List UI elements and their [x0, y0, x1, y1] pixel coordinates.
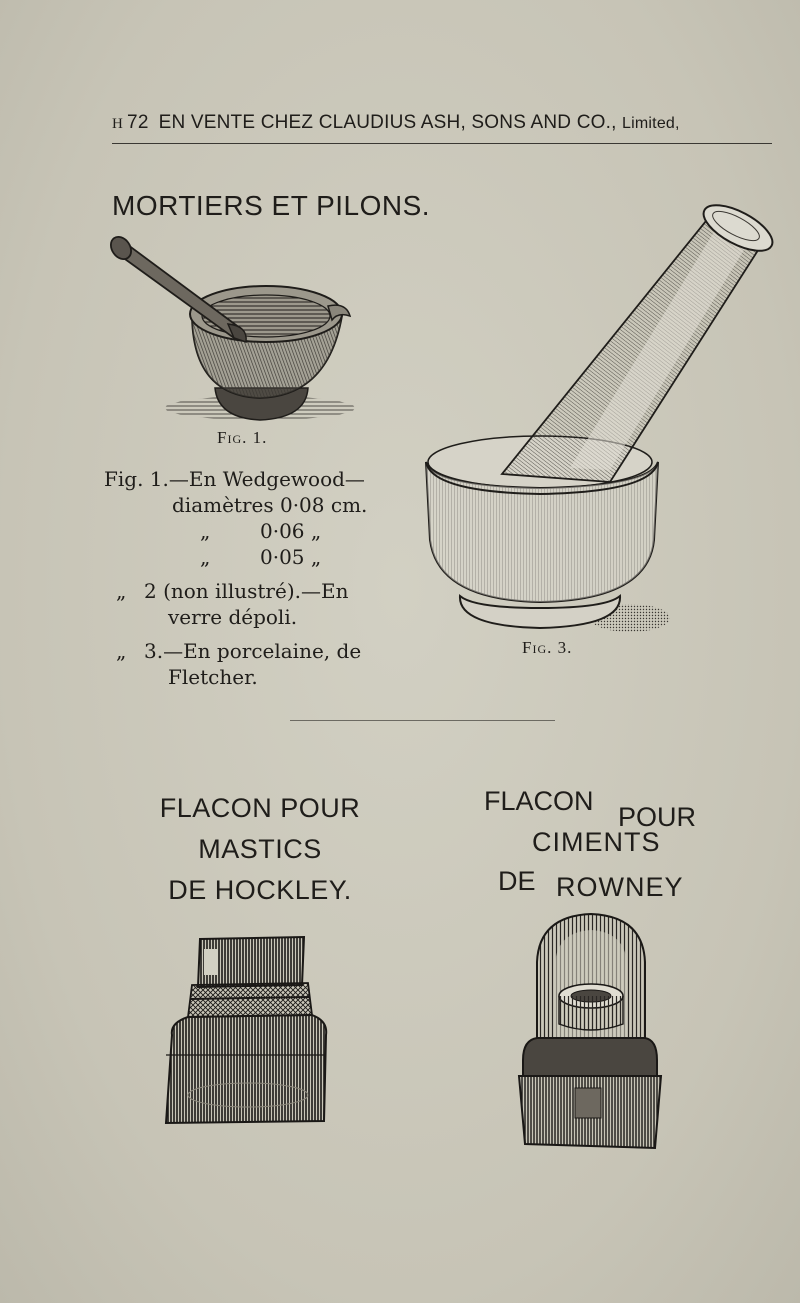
title-line: MASTICS [198, 834, 322, 864]
desc-prefix: „ [200, 519, 211, 543]
desc-line [104, 492, 404, 518]
flacon-ciments-title [470, 782, 730, 912]
fig1-caption: Fig. 1. [217, 428, 268, 447]
desc-line [104, 518, 404, 544]
desc-text: verre dépoli. [168, 605, 298, 629]
desc-text: 3.—En porcelaine, de [144, 639, 362, 663]
title-word: FLACON [484, 786, 594, 816]
section-divider [290, 720, 555, 721]
title-line: FLACON POUR [159, 793, 361, 823]
header-text: EN VENTE CHEZ CLAUDIUS ASH, SONS AND CO., [158, 112, 617, 133]
hockley-bottle-icon [158, 935, 338, 1135]
flacon-mastics-title [140, 788, 380, 911]
desc-line [104, 604, 404, 630]
section-title-mortiers: MORTIERS ET PILONS. [112, 190, 431, 221]
header-suffix: Limited, [622, 115, 680, 132]
desc-line [104, 466, 404, 492]
title-word: CIMENTS [532, 827, 661, 857]
title-word: ROWNEY [556, 872, 684, 902]
desc-line [104, 578, 404, 604]
page-number: 72 [127, 112, 149, 133]
mortiers-description [104, 466, 404, 690]
desc-prefix: „ [116, 579, 127, 603]
desc-prefix: Fig. 1. [104, 467, 169, 491]
desc-text: 2 (non illustré).—En [144, 579, 349, 603]
page-letter: H [112, 116, 124, 132]
desc-prefix: „ [200, 545, 211, 569]
title-word: DE [498, 866, 536, 896]
desc-text: 0·05 „ [260, 545, 322, 569]
running-header [112, 112, 772, 134]
fig3-caption: Fig. 3. [522, 638, 573, 657]
desc-line [104, 544, 404, 570]
header-rule [112, 143, 772, 144]
desc-line [104, 664, 404, 690]
mortar-pestle-large-icon [420, 200, 780, 640]
desc-text: —En Wedgewood— [168, 467, 365, 491]
desc-text: diamètres 0·08 cm. [172, 493, 368, 517]
desc-text: 0·06 „ [260, 519, 322, 543]
mortar-pestle-small-icon [110, 228, 370, 428]
title-word: POUR [618, 802, 697, 832]
rowney-bottle-icon [515, 912, 665, 1152]
title-line: DE HOCKLEY. [168, 875, 352, 905]
desc-line [104, 638, 404, 664]
desc-prefix: „ [116, 639, 127, 663]
desc-text: Fletcher. [168, 665, 258, 689]
